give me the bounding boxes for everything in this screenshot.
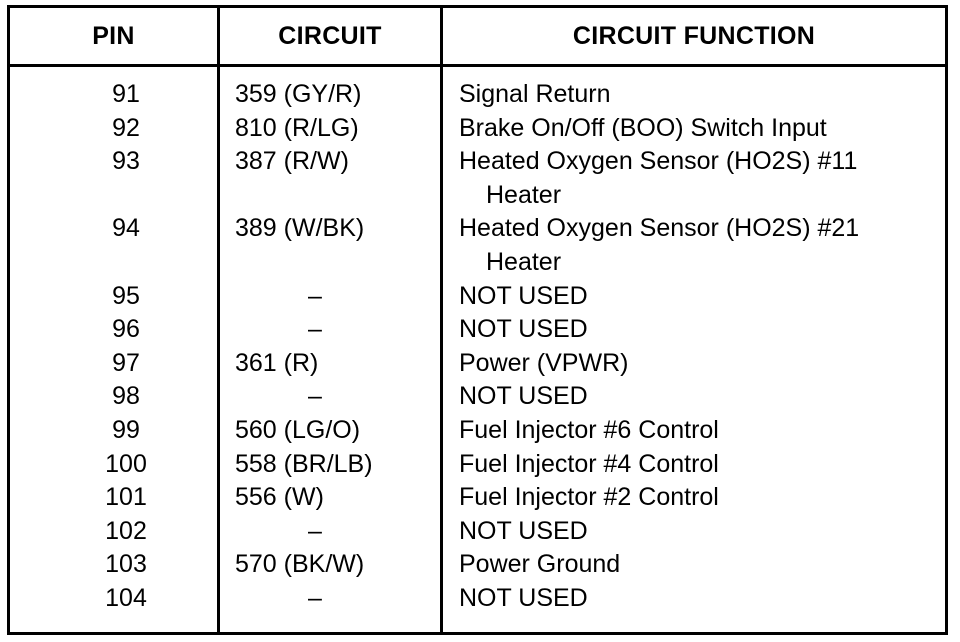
circuit-cell: – [308,281,322,310]
table-row [10,78,945,112]
circuit-cell: 389 (W/BK) [235,214,365,243]
function-cell: NOT USED [459,583,588,612]
pin-table [7,5,948,635]
pin-cell: 96 [112,315,140,344]
circuit-cell: 558 (BR/LB) [235,449,373,478]
pin-cell: 98 [112,382,140,411]
table-row [10,515,945,549]
header-pin: PIN [92,21,135,50]
table-row [10,280,945,314]
circuit-cell: 810 (R/LG) [235,113,359,142]
function-cell [459,145,939,212]
table-row [10,380,945,414]
pin-cell: 101 [105,483,147,512]
table-body [10,78,945,616]
function-cell: NOT USED [459,315,588,344]
table-row [10,212,945,279]
function-cell: NOT USED [459,516,588,545]
function-cell: Fuel Injector #6 Control [459,415,719,444]
pin-cell: 92 [112,113,140,142]
pin-cell: 97 [112,348,140,377]
pin-cell: 94 [112,214,140,243]
circuit-cell: 556 (W) [235,483,324,512]
pin-cell: 95 [112,281,140,310]
table-row [10,481,945,515]
function-cell: Fuel Injector #2 Control [459,483,719,512]
function-cell: Brake On/Off (BOO) Switch Input [459,113,827,142]
circuit-cell: 361 (R) [235,348,319,377]
pin-cell: 93 [112,147,140,176]
table-row [10,347,945,381]
table-row [10,548,945,582]
header-circuit: CIRCUIT [278,21,382,50]
function-cell: Power Ground [459,550,621,579]
function-cell: NOT USED [459,281,588,310]
function-text-continued: Heater [486,180,562,209]
circuit-cell: 570 (BK/W) [235,550,365,579]
pin-cell: 104 [105,583,147,612]
pin-cell: 91 [112,80,140,108]
pin-cell: 99 [112,415,140,444]
function-text-continued: Heater [486,247,562,276]
function-cell: NOT USED [459,382,588,411]
circuit-cell: 387 (R/W) [235,147,349,176]
circuit-cell: 560 (LG/O) [235,415,361,444]
table-row [10,112,945,146]
function-cell: Signal Return [459,80,611,108]
pin-cell: 103 [105,550,147,579]
header-divider [10,64,945,67]
function-cell [459,212,939,279]
function-cell: Power (VPWR) [459,348,629,377]
table-row [10,448,945,482]
table-row [10,313,945,347]
function-text: Heated Oxygen Sensor (HO2S) #21 [459,214,860,243]
function-cell: Fuel Injector #4 Control [459,449,719,478]
header-circuit-function: CIRCUIT FUNCTION [572,21,816,50]
circuit-cell: 359 (GY/R) [235,80,362,108]
circuit-cell: – [308,382,322,411]
circuit-cell: – [308,315,322,344]
circuit-cell: – [308,583,322,612]
table-row [10,414,945,448]
pin-cell: 100 [105,449,147,478]
table-row [10,582,945,616]
table-row [10,145,945,212]
function-text: Heated Oxygen Sensor (HO2S) #11 [459,147,858,176]
pin-cell: 102 [105,516,147,545]
circuit-cell: – [308,516,322,545]
